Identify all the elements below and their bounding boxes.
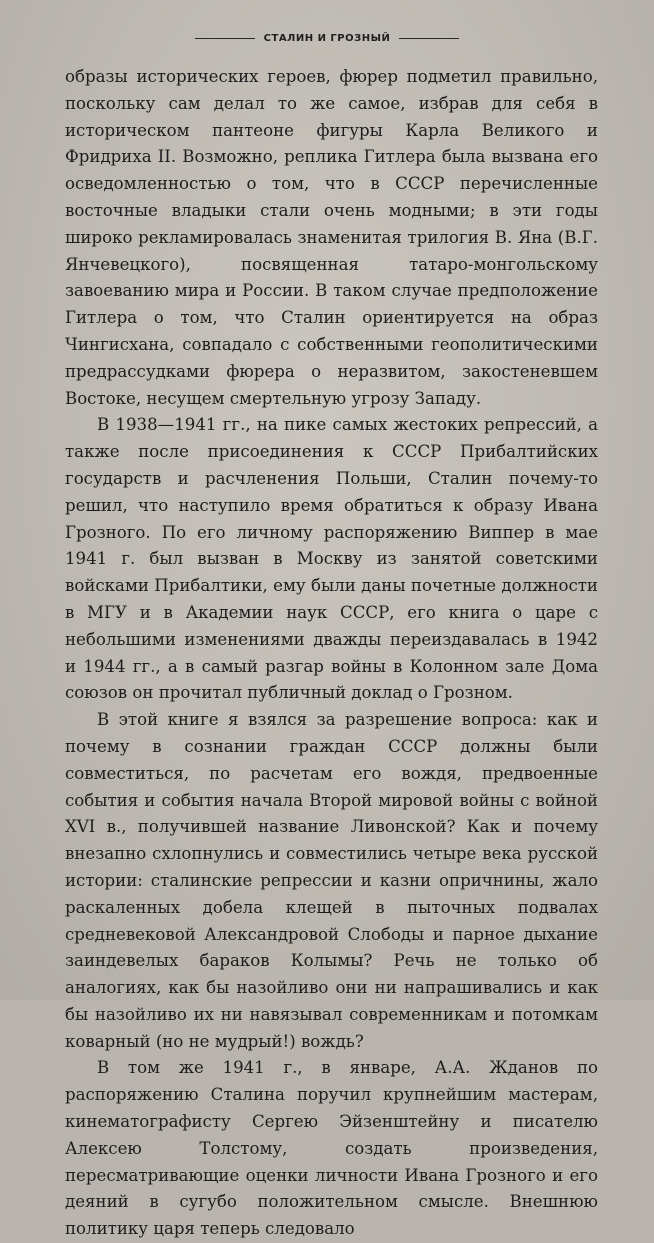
paragraph-2: В 1938—1941 гг., на пике самых жестоких репрессий, а также после присоединения к СССР Прибалтийских государств и расчленения Польши, Сталин почему-то решил, что наступило время обратиться к образу Ивана Грозного. По его личному распоряжению Виппер в мае 1941 г. был вызван в Москву из занятой советскими войсками Прибалтики, ему были даны почетные должности в МГУ и в Академии наук СССР, его книга о царе с небольшими изменениями дважды переиздавалась в 1942 и 1944 гг., а в самый разгар войны в Колонном зале Дома союзов он прочитал публичный доклад о Грозном. bbox=[65, 415, 598, 703]
paragraph-3: В этой книге я взялся за разрешение вопроса: как и почему в сознании граждан СССР должны были совместиться, по расчетам его вождя, предвоенные события и события начала Второй мировой войны с войной XVI в., получившей название Ливонской? Как и почему внезапно схлопнулись и совместились четыре века русской истории: сталинские репрессии и казни опричнины, жало раскаленных добела клещей в пыточных подвалах средневековой Александровой Слободы и парное дыхание заиндевелых бараков Колымы? Речь не только об аналогиях, как бы назойливо они ни напрашивались и как бы назойливо их ни навязывал современникам и потомкам коварный (но не мудрый!) вождь? bbox=[65, 710, 598, 1051]
paragraph-4: В том же 1941 г., в январе, А.А. Жданов по распоряжению Сталина поручил крупнейшим мастерам, кинематографисту Сергею Эйзенштейну и писателю Алексею Толстому, создать произведения, пересматривающие оценки личности Ивана Грозного и его деяний в сугубо положительном смысле. Внешнюю политику царя теперь следовало bbox=[65, 1058, 598, 1239]
running-head-title: СТАЛИН И ГРОЗНЫЙ bbox=[263, 33, 391, 44]
rule-right bbox=[399, 38, 459, 39]
running-head bbox=[0, 33, 654, 44]
body-text bbox=[65, 64, 598, 1243]
rule-left bbox=[195, 38, 255, 39]
paragraph-1: образы исторических героев, фюрер подметил правильно, поскольку сам делал то же самое, избрав для себя в историческом пантеоне фигуры Карла Великого и Фридриха II. Возможно, реплика Гитлера была вызвана его осведомленностью о том, что в СССР перечисленные восточные владыки стали очень модными; в эти годы широко рекламировалась знаменитая трилогия В. Яна (В.Г. Янчевецкого), посвященная татаро-монгольскому завоеванию мира и России. В таком случае предположение Гитлера о том, что Сталин ориентируется на образ Чингисхана, совпадало с собственными геополитическими предрассудками фюрера о неразвитом, закостеневшем Востоке, несущем смертельную угрозу Западу. bbox=[65, 67, 598, 408]
